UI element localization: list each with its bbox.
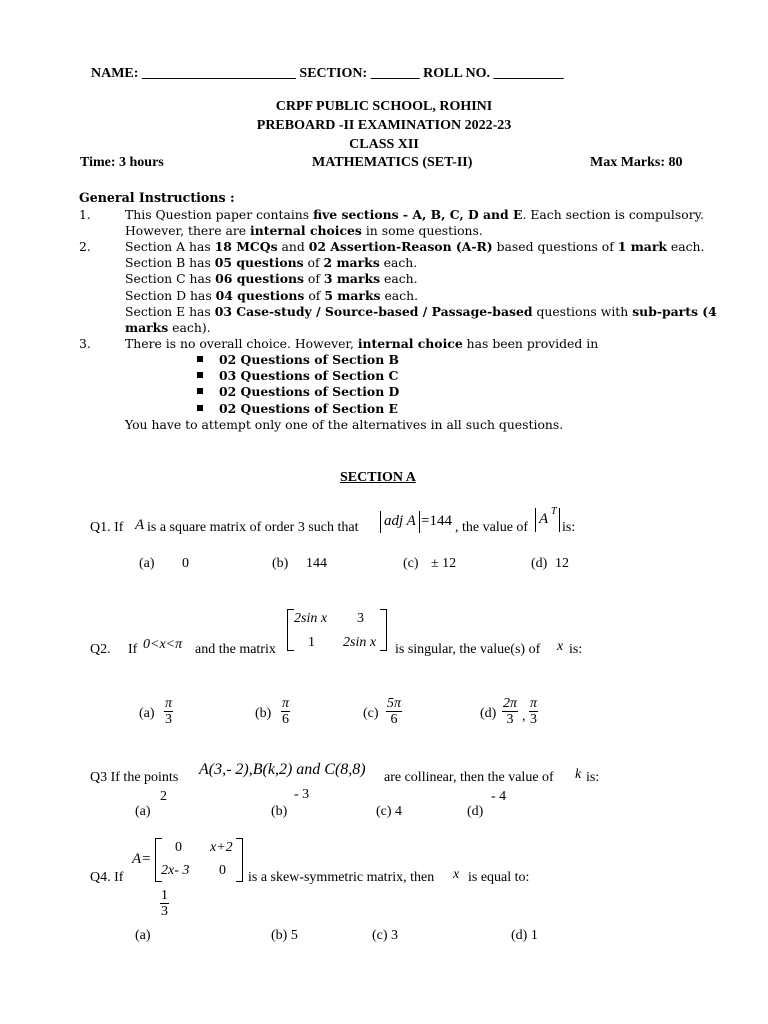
q3-option-value: - 3 [294, 787, 310, 802]
q2-text: is: [569, 642, 583, 657]
q2-matrix-entry: 2sin x [343, 635, 377, 650]
q4-text: is equal to: [468, 870, 530, 885]
q2-option-fraction: $\frac{\pi}{3}$ [530, 696, 538, 727]
section-a-title: SECTION A [340, 470, 416, 485]
q2-option-label[interactable]: (b) [255, 706, 272, 721]
q2-option-fraction: $\frac{\pi}{6}$ [282, 696, 290, 727]
q4-matrix-entry: 0 [175, 840, 182, 855]
instruction-number: 2. [79, 239, 91, 254]
instruction-line: Section A has 18 MCQs and 02 Assertion-Reason (A-R) based questions of 1 mark each. [125, 239, 705, 254]
q4-var-x: x [453, 867, 460, 882]
bullet-item: 03 Questions of Section C [219, 368, 399, 383]
instruction-line: Section B has 05 questions of 2 marks each. [125, 255, 418, 270]
q1-option-value: 0 [182, 556, 189, 571]
q4-A-eq: A= [132, 851, 152, 867]
q2-matrix-entry: 3 [357, 611, 364, 626]
q4-matrix-entry: 2x- 3 [161, 863, 190, 878]
q3-text: are collinear, then the value of [384, 770, 554, 785]
q2-option-label[interactable]: (d) [480, 706, 497, 721]
q2-option-fraction: $\frac{5\pi}{6}$ [387, 696, 402, 727]
q3-option-value[interactable]: (c) 4 [376, 804, 403, 819]
q3-option-label[interactable]: (b) [271, 804, 288, 819]
q2-option-label[interactable]: (c) [363, 706, 379, 721]
bullet-icon [197, 388, 203, 394]
q2-if: If [128, 642, 138, 657]
q2-text: is singular, the value(s) of [395, 642, 541, 657]
q1-text: , the value of [455, 520, 529, 535]
abs-bar-left [380, 511, 381, 533]
school-name: CRPF PUBLIC SCHOOL, ROHINI [275, 99, 493, 114]
instruction-line: Section E has 03 Case-study / Source-based / Passage-based questions with sub-parts (4 [125, 304, 717, 319]
q2-option-fraction: $\frac{\pi}{3}$ [165, 696, 173, 727]
bullet-icon [197, 405, 203, 411]
q1-option-value: ± 12 [431, 556, 457, 571]
q3-option-label[interactable]: (d) [467, 804, 484, 819]
q1-option-value: 12 [555, 556, 569, 571]
instructions-heading: General Instructions : [79, 190, 235, 205]
subject-title: MATHEMATICS (SET-II) [312, 155, 473, 170]
q4-text: is a skew-symmetric matrix, then [248, 870, 435, 885]
q1-option-label[interactable]: (b) [272, 556, 289, 571]
abs-bar-right [559, 508, 560, 532]
q3-option-label[interactable]: (a) [135, 804, 151, 819]
time-allowed: Time: 3 hours [80, 155, 164, 170]
q4-option-label[interactable]: (d) 1 [511, 928, 538, 943]
q4-option-label[interactable]: (a) [135, 928, 151, 943]
q3-option-value: - 4 [491, 789, 507, 804]
q1-text: is a square matrix of order 3 such that [147, 520, 359, 535]
q1-At: A [539, 511, 549, 527]
abs-bar-left [535, 508, 536, 532]
q1-prefix: Q1. If [90, 520, 124, 535]
q2-matrix-entry: 2sin x [294, 611, 328, 626]
q4-matrix-entry: 0 [219, 863, 226, 878]
q2-option-fraction: $\frac{2\pi}{3}$ [503, 696, 518, 727]
bullet-item: 02 Questions of Section E [219, 401, 398, 416]
q1-text: is: [562, 520, 576, 535]
matrix-bracket-left [287, 609, 294, 651]
class-title: CLASS XII [349, 137, 419, 152]
q2-var-x: x [557, 639, 564, 654]
q2-matrix-entry: 1 [308, 635, 315, 650]
instruction-line: marks each). [125, 320, 211, 335]
q2-comma: , [522, 709, 526, 724]
q1-var-A: A [135, 517, 145, 533]
q3-var-k: k [575, 767, 582, 782]
q2-option-label[interactable]: (a) [139, 706, 155, 721]
q1-option-value: 144 [306, 556, 327, 571]
bullet-item: 02 Questions of Section B [219, 352, 399, 367]
exam-title: PREBOARD -II EXAMINATION 2022-23 [256, 118, 512, 133]
abs-bar-right [419, 511, 420, 533]
bullet-icon [197, 372, 203, 378]
matrix-bracket-right [380, 609, 387, 651]
q4-matrix-entry: x+2 [210, 840, 233, 855]
q3-points: A(3,- 2),B(k,2) and C(8,8) [199, 761, 366, 778]
q4-prefix: Q4. If [90, 870, 124, 885]
q4-option-label[interactable]: (c) 3 [372, 928, 399, 943]
instructions-footer: You have to attempt only one of the alternatives in all such questions. [125, 417, 564, 432]
q2-text: and the matrix [195, 642, 276, 657]
instruction-line: However, there are internal choices in some questions. [125, 223, 483, 238]
q1-option-label[interactable]: (a) [139, 556, 155, 571]
name-section-roll-line: NAME: ______________________ SECTION: _______ ROLL NO. __________ [91, 66, 564, 81]
matrix-bracket-right [236, 838, 243, 882]
q1-eq144: =144 [421, 513, 452, 529]
q2-prefix: Q2. [90, 642, 111, 657]
q3-prefix: Q3 If the points [90, 770, 179, 785]
q3-text: is: [586, 770, 600, 785]
q1-option-label[interactable]: (c) [403, 556, 419, 571]
q2-condition: 0<x<π [143, 637, 183, 652]
instruction-line: Section D has 04 questions of 5 marks each. [125, 288, 419, 303]
q1-transpose: T [551, 506, 557, 517]
q1-option-label[interactable]: (d) [531, 556, 548, 571]
instruction-number: 3. [79, 336, 91, 351]
q3-option-value: 2 [160, 789, 167, 804]
instruction-line: There is no overall choice. However, internal choice has been provided in [125, 336, 599, 351]
q1-adjA: adj A [384, 513, 416, 529]
max-marks: Max Marks: 80 [590, 155, 683, 170]
instruction-line: This Question paper contains five sections - A, B, C, D and E. Each section is compulsory. [125, 207, 704, 222]
instruction-number: 1. [79, 207, 91, 222]
bullet-icon [197, 356, 203, 362]
bullet-item: 02 Questions of Section D [219, 384, 400, 399]
instruction-line: Section C has 06 questions of 3 marks each. [125, 271, 418, 286]
q4-option-fraction: $\frac{1}{3}$ [161, 888, 168, 919]
q4-option-label[interactable]: (b) 5 [271, 928, 298, 943]
